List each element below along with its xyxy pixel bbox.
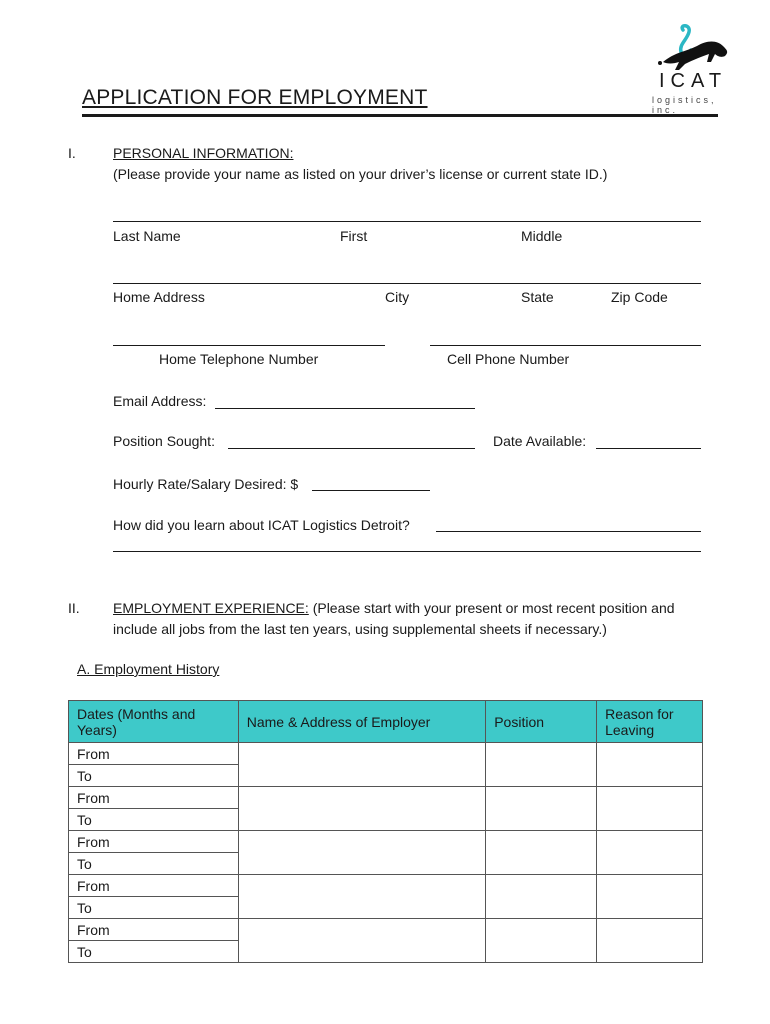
reason-cell[interactable]	[597, 787, 703, 831]
reason-cell[interactable]	[597, 875, 703, 919]
title-rule	[82, 114, 718, 117]
reason-cell[interactable]	[597, 743, 703, 787]
header-position: Position	[486, 701, 597, 743]
cell-phone-line[interactable]	[430, 345, 701, 346]
state-label: State	[521, 289, 554, 305]
employment-history-heading: A. Employment History	[77, 661, 220, 677]
employer-cell[interactable]	[238, 919, 486, 963]
logo-brand: ICAT	[659, 70, 728, 92]
from-cell[interactable]: From	[69, 787, 239, 809]
position-cell[interactable]	[486, 875, 597, 919]
from-cell[interactable]: From	[69, 831, 239, 853]
address-field-line[interactable]	[113, 283, 701, 284]
table-row	[69, 875, 703, 897]
section-1-instruction: (Please provide your name as listed on your driver’s license or current state ID.)	[113, 166, 608, 182]
name-field-line[interactable]	[113, 221, 701, 222]
from-cell[interactable]: From	[69, 743, 239, 765]
position-cell[interactable]	[486, 743, 597, 787]
learn-field-line[interactable]	[436, 531, 701, 532]
employer-cell[interactable]	[238, 743, 486, 787]
table-row	[69, 831, 703, 853]
section-2-instruction-1: (Please start with your present or most recent position and	[312, 600, 675, 616]
employer-cell[interactable]	[238, 831, 486, 875]
rate-label: Hourly Rate/Salary Desired: $	[113, 476, 299, 492]
cell-phone-label: Cell Phone Number	[447, 351, 570, 367]
email-label: Email Address:	[113, 393, 207, 409]
to-cell[interactable]: To	[69, 765, 239, 787]
from-cell[interactable]: From	[69, 875, 239, 897]
logo-subtitle: logistics, inc.	[652, 95, 717, 115]
table-row	[69, 919, 703, 941]
email-field-line[interactable]	[215, 408, 475, 409]
table-row	[69, 743, 703, 765]
employer-cell[interactable]	[238, 787, 486, 831]
section-1-heading: PERSONAL INFORMATION:	[113, 145, 294, 161]
section-1-numeral: I.	[68, 145, 76, 161]
position-cell[interactable]	[486, 919, 597, 963]
reason-cell[interactable]	[597, 831, 703, 875]
to-cell[interactable]: To	[69, 897, 239, 919]
position-cell[interactable]	[486, 831, 597, 875]
section-2-heading: EMPLOYMENT EXPERIENCE:	[113, 600, 309, 616]
position-cell[interactable]	[486, 787, 597, 831]
employment-history-table	[68, 700, 703, 963]
learn-label: How did you learn about ICAT Logistics Detroit?	[113, 517, 410, 533]
section-2-intro	[113, 600, 713, 616]
to-cell[interactable]: To	[69, 853, 239, 875]
date-available-label: Date Available:	[493, 433, 587, 449]
company-logo	[645, 22, 740, 115]
to-cell[interactable]: To	[69, 809, 239, 831]
reason-cell[interactable]	[597, 919, 703, 963]
home-phone-label: Home Telephone Number	[159, 351, 319, 367]
home-phone-line[interactable]	[113, 345, 385, 346]
to-cell[interactable]: To	[69, 941, 239, 963]
from-cell[interactable]: From	[69, 919, 239, 941]
position-sought-label: Position Sought:	[113, 433, 215, 449]
city-label: City	[385, 289, 410, 305]
header-reason: Reason for Leaving	[597, 701, 703, 743]
header-dates: Dates (Months and Years)	[69, 701, 239, 743]
last-name-label: Last Name	[113, 228, 181, 244]
table-row	[69, 787, 703, 809]
rate-field-line[interactable]	[312, 490, 430, 491]
learn-field-line-2[interactable]	[113, 551, 701, 552]
date-field-line[interactable]	[596, 448, 701, 449]
panther-icon	[645, 22, 740, 72]
section-2-instruction-2: include all jobs from the last ten years, using supplemental sheets if necessary.)	[113, 621, 607, 637]
first-name-label: First	[340, 228, 368, 244]
position-field-line[interactable]	[228, 448, 475, 449]
home-address-label: Home Address	[113, 289, 205, 305]
middle-name-label: Middle	[521, 228, 563, 244]
header-employer: Name & Address of Employer	[238, 701, 486, 743]
employer-cell[interactable]	[238, 875, 486, 919]
page-title: APPLICATION FOR EMPLOYMENT	[82, 86, 428, 109]
zip-code-label: Zip Code	[611, 289, 668, 305]
section-2-numeral: II.	[68, 600, 80, 616]
